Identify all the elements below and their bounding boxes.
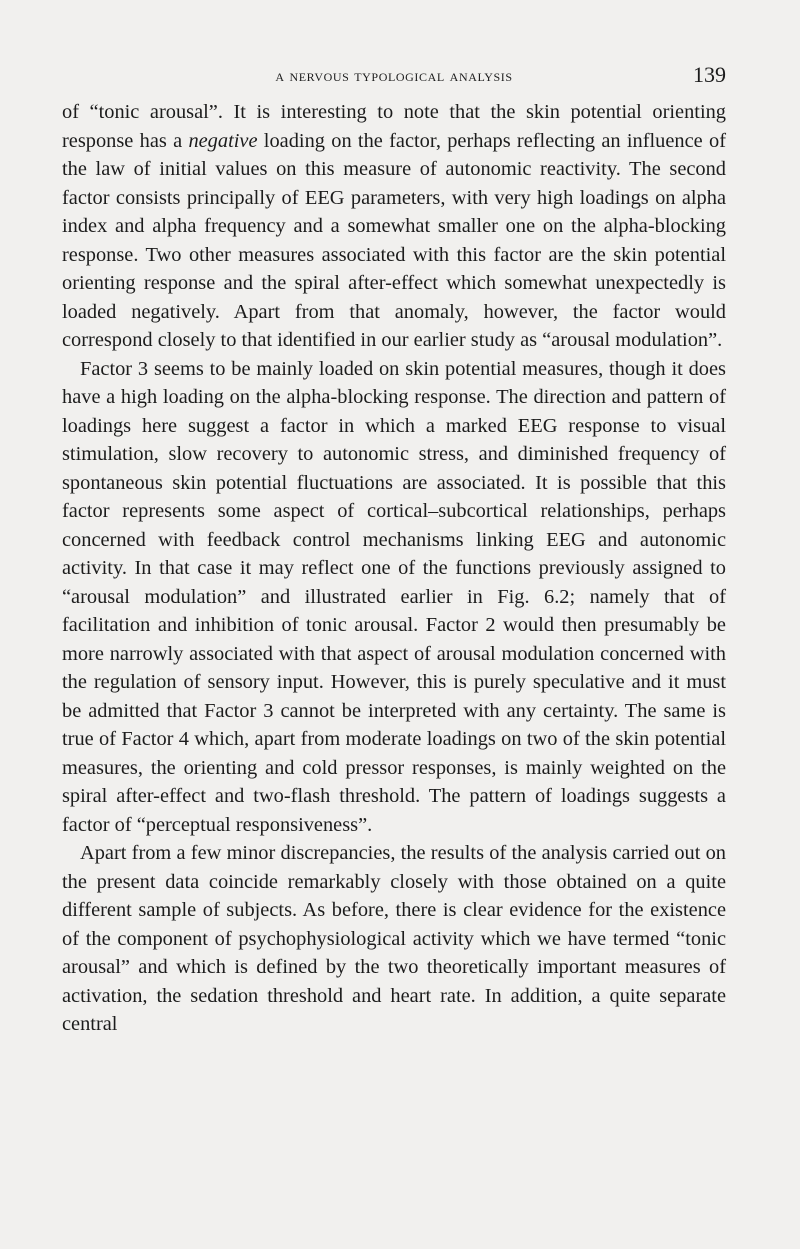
running-head-title: a nervous typological analysis <box>275 66 513 85</box>
page-number: 139 <box>693 62 726 87</box>
paragraph-1 <box>62 98 726 355</box>
running-head <box>62 62 726 92</box>
paragraph-3: Apart from a few minor discrepancies, the results of the analysis carried out on the present data coincide remarkably closely with those obtained on a quite different sample of subjects. As before, there is clear evidence for the existence of the component of psychophysiological activity which we have termed “tonic arousal” and which is defined by the two theoretically important measures of activation, the sedation threshold and heart rate. In addition, a quite separate central <box>62 842 726 1035</box>
paragraph-1-text-end: loading on the factor, perhaps reflecting an influence of the law of initial values on this measure of autonomic reactivity. The second factor consists principally of EEG parameters, with very high loadings on alpha index and alpha frequency and a somewhat smaller one on the alpha-blocking response. Two other measures associated with this factor are the skin potential orienting response and the spiral after-effect which somewhat unexpectedly is loaded negatively. Apart from that anomaly, however, the factor would correspond closely to that identified in our earlier study as “arousal modulation”. <box>62 129 726 351</box>
paragraph-2: Factor 3 seems to be mainly loaded on skin potential measures, though it does have a high loading on the alpha-blocking response. The direction and pattern of loadings here suggest a factor in which a marked EEG response to visual stimulation, slow recovery to autonomic stress, and diminished frequency of spontaneous skin potential fluctuations are associated. It is possible that this factor represents some aspect of cortical–subcortical relationships, perhaps concerned with feedback control mechanisms linking EEG and autonomic activity. In that case it may reflect one of the functions previously assigned to “arousal modulation” and illustrated earlier in Fig. 6.2; namely that of facilitation and inhibition of tonic arousal. Factor 2 would then presumably be more narrowly associated with that aspect of arousal modulation concerned with the regulation of sensory input. However, this is purely speculative and it must be admitted that Factor 3 cannot be interpreted with any certainty. The same is true of Factor 4 which, apart from moderate loadings on two of the skin potential measures, the orienting and cold pressor responses, is mainly weighted on the spiral after-effect and two-flash threshold. The pattern of loadings suggests a factor of “perceptual responsiveness”. <box>62 357 726 836</box>
emphasized-word: negative <box>188 129 258 152</box>
paragraph-1-text-start: of “tonic arousal”. It is interesting to note that the skin potential orienting response has a <box>62 101 726 152</box>
body-text <box>62 98 726 1039</box>
